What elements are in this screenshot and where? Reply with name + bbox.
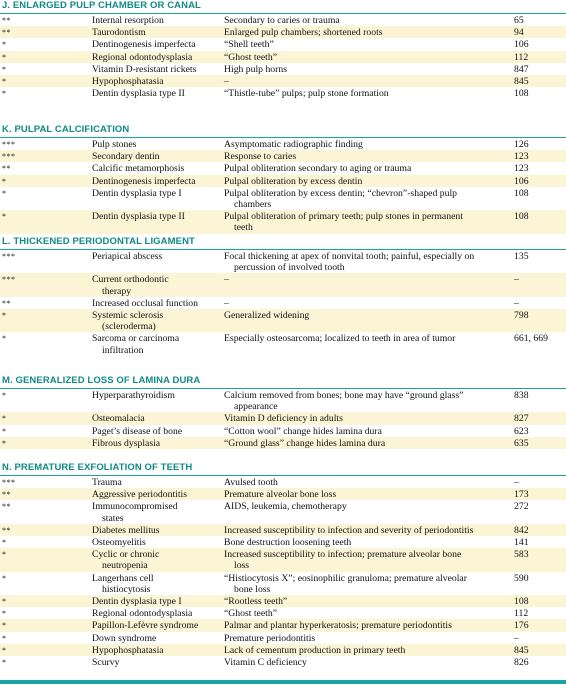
- table-row: [0, 162, 566, 174]
- description-text: “Ghost teeth”: [224, 608, 277, 620]
- description-text: Lack of cementum production in primary teeth: [224, 644, 406, 656]
- description-cell: [224, 413, 514, 424]
- frequency-stars: *: [2, 176, 7, 186]
- description-text: Vitamin C deficiency: [224, 657, 307, 669]
- description-text: chambers: [234, 199, 272, 211]
- table-row: [0, 500, 566, 523]
- page-number: 827: [514, 413, 529, 425]
- description-text: “Ghost teeth”: [224, 51, 277, 63]
- description-text: Premature alveolar bone loss: [224, 489, 337, 501]
- description-cell: [224, 573, 514, 595]
- condition-cell: [92, 274, 224, 296]
- frequency-stars: **: [2, 525, 11, 535]
- frequency-stars: ***: [2, 140, 16, 149]
- frequency-stars: **: [2, 298, 11, 308]
- section-rows: [0, 14, 566, 99]
- table-row: [0, 548, 566, 571]
- page-number: 798: [514, 310, 529, 322]
- description-cell: [224, 151, 514, 162]
- description-text: Especially osteosarcoma; localized to teeth in area of tumor: [224, 333, 456, 345]
- frequency-stars: *: [2, 52, 7, 62]
- condition-cell: [92, 426, 224, 437]
- condition-text: Current orthodontic: [92, 274, 169, 286]
- table-row: [0, 309, 566, 332]
- page-number: 826: [514, 657, 529, 669]
- description-text: –: [224, 297, 229, 309]
- page-number: 106: [514, 175, 529, 187]
- description-text: bone loss: [234, 583, 271, 595]
- page-number: 123: [514, 163, 529, 175]
- page-number: –: [514, 297, 519, 309]
- description-cell: [224, 596, 514, 607]
- description-text: Increased susceptibility to infection; premature alveolar bone: [224, 549, 462, 561]
- condition-text: infiltration: [102, 344, 144, 356]
- condition-text: Regional odontodysplasia: [92, 51, 193, 63]
- frequency-stars: *: [2, 426, 7, 436]
- page-number: 141: [514, 537, 529, 549]
- condition-cell: [92, 501, 224, 523]
- page-number: –: [514, 477, 519, 488]
- frequency-stars: *: [2, 77, 7, 87]
- frequency-stars: *: [2, 40, 7, 50]
- condition-cell: [92, 310, 224, 332]
- condition-text: Papillon-Lefèvre syndrome: [92, 620, 199, 632]
- frequency-stars: *: [2, 414, 7, 424]
- description-cell: [224, 52, 514, 63]
- condition-text: Paget’s disease of bone: [92, 425, 183, 437]
- section-rows: [0, 138, 566, 234]
- condition-cell: [92, 620, 224, 631]
- table-row: [0, 250, 566, 273]
- table-row: [0, 51, 566, 63]
- description-text: Avulsed tooth: [224, 477, 278, 488]
- description-text: –: [224, 274, 229, 286]
- condition-text: Internal resorption: [92, 15, 164, 26]
- table-row: [0, 175, 566, 187]
- page-number: –: [514, 632, 519, 644]
- condition-text: Cyclic or chronic: [92, 549, 160, 561]
- frequency-stars: *: [2, 391, 7, 400]
- condition-text: Dentin dysplasia type I: [92, 596, 182, 608]
- frequency-stars: *: [2, 89, 7, 99]
- description-text: Pulpal obliteration of primary teeth; pulp stones in permanent: [224, 211, 463, 223]
- section-title: J. ENLARGED PULP CHAMBER OR CANAL: [0, 0, 566, 14]
- table-row: [0, 595, 566, 607]
- frequency-stars: **: [2, 28, 11, 38]
- description-cell: [224, 188, 514, 210]
- condition-cell: [92, 139, 224, 150]
- frequency-stars: ***: [2, 275, 16, 285]
- description-text: Response to caries: [224, 151, 297, 163]
- description-cell: [224, 426, 514, 437]
- condition-cell: [92, 438, 224, 449]
- bottom-rule: [0, 680, 566, 684]
- frequency-stars: **: [2, 502, 11, 512]
- description-text: “Histiocytosis X”; eosinophilic granuloma; premature alveolar: [224, 572, 467, 584]
- condition-text: Osteomalacia: [92, 413, 145, 425]
- condition-cell: [92, 163, 224, 174]
- description-text: Calcium removed from bones; bone may have “ground glass”: [224, 390, 464, 401]
- description-cell: [224, 310, 514, 321]
- condition-cell: [92, 549, 224, 571]
- condition-text: Dentinogenesis imperfecta: [92, 39, 196, 51]
- page-number: 108: [514, 187, 529, 199]
- condition-cell: [92, 298, 224, 309]
- page-number: 126: [514, 139, 529, 150]
- description-cell: [224, 390, 514, 412]
- description-text: loss: [234, 560, 250, 572]
- page-number: –: [514, 274, 519, 286]
- description-text: “Ground glass” change hides lamina dura: [224, 437, 386, 449]
- page-number: 176: [514, 620, 529, 632]
- description-cell: [224, 438, 514, 449]
- description-cell: [224, 176, 514, 187]
- section-title: L. THICKENED PERIODONTAL LIGAMENT: [0, 236, 566, 250]
- section-k: [0, 124, 566, 234]
- page-number: 845: [514, 644, 529, 656]
- frequency-stars: *: [2, 334, 7, 344]
- condition-cell: [92, 413, 224, 424]
- condition-text: Langerhans cell: [92, 572, 154, 584]
- description-cell: [224, 501, 514, 512]
- description-text: appearance: [234, 401, 278, 413]
- frequency-stars: *: [2, 609, 7, 619]
- frequency-stars: ***: [2, 478, 16, 487]
- description-text: Enlarged pulp chambers; shortened roots: [224, 27, 383, 39]
- table-row: [0, 150, 566, 162]
- table-row: [0, 297, 566, 309]
- condition-text: neutropenia: [102, 560, 148, 572]
- description-text: Generalized widening: [224, 310, 310, 322]
- page-number: 847: [514, 63, 529, 75]
- condition-cell: [92, 573, 224, 595]
- description-cell: [224, 76, 514, 87]
- section-title: M. GENERALIZED LOSS OF LAMINA DURA: [0, 375, 566, 389]
- description-text: Bone destruction loosening teeth: [224, 537, 352, 549]
- description-text: “Shell teeth”: [224, 39, 274, 51]
- condition-cell: [92, 645, 224, 656]
- page-number: 108: [514, 211, 529, 223]
- table-row: [0, 632, 566, 644]
- description-cell: [224, 139, 514, 150]
- description-cell: [224, 163, 514, 174]
- table-row: [0, 656, 566, 668]
- condition-cell: [92, 537, 224, 548]
- condition-text: Trauma: [92, 477, 122, 488]
- description-text: Secondary to caries or trauma: [224, 15, 340, 26]
- frequency-stars: *: [2, 538, 7, 548]
- condition-text: Dentin dysplasia type II: [92, 88, 185, 100]
- condition-text: Vitamin D-resistant rickets: [92, 63, 197, 75]
- page-number: 842: [514, 524, 529, 536]
- description-text: teeth: [234, 222, 253, 234]
- condition-cell: [92, 251, 224, 262]
- page-number: 94: [514, 27, 524, 39]
- table-row: [0, 389, 566, 412]
- section-l: [0, 236, 566, 356]
- page-number: 845: [514, 76, 529, 88]
- condition-text: Increased occlusal function: [92, 297, 198, 309]
- condition-cell: [92, 76, 224, 87]
- condition-text: Secondary dentin: [92, 151, 160, 163]
- condition-cell: [92, 390, 224, 401]
- description-cell: [224, 489, 514, 500]
- table-row: [0, 210, 566, 233]
- table-row: [0, 26, 566, 38]
- condition-cell: [92, 477, 224, 488]
- description-text: Vitamin D deficiency in adults: [224, 413, 343, 425]
- condition-text: Hypophosphatasia: [92, 76, 164, 88]
- section-n: [0, 462, 566, 668]
- condition-text: Fibrous dysplasia: [92, 437, 161, 449]
- condition-cell: [92, 39, 224, 50]
- condition-text: Taurodontism: [92, 27, 146, 39]
- description-cell: [224, 645, 514, 656]
- description-text: Focal thickening at apex of nonvital tooth; painful, especially on: [224, 251, 475, 262]
- page-number: 106: [514, 39, 529, 51]
- condition-text: Diabetes mellitus: [92, 524, 160, 536]
- page-number: 623: [514, 425, 529, 437]
- page-number: 112: [514, 51, 529, 63]
- description-cell: [224, 211, 514, 233]
- table-row: [0, 524, 566, 536]
- description-cell: [224, 251, 514, 273]
- condition-cell: [92, 596, 224, 607]
- page-number: 272: [514, 501, 529, 513]
- table-row: [0, 75, 566, 87]
- section-m: [0, 375, 566, 449]
- page-number: 135: [514, 251, 529, 262]
- frequency-stars: *: [2, 311, 7, 321]
- condition-text: histiocytosis: [102, 583, 151, 595]
- condition-text: Down syndrome: [92, 632, 157, 644]
- description-text: “Thistle-tube” pulps; pulp stone formation: [224, 88, 389, 100]
- frequency-stars: *: [2, 633, 7, 643]
- page-number: 635: [514, 437, 529, 449]
- condition-cell: [92, 211, 224, 222]
- condition-text: Sarcoma or carcinoma: [92, 333, 180, 345]
- condition-text: Dentin dysplasia type II: [92, 211, 185, 223]
- description-cell: [224, 477, 514, 488]
- description-text: Premature periodontitis: [224, 632, 316, 644]
- condition-cell: [92, 188, 224, 199]
- condition-cell: [92, 64, 224, 75]
- description-cell: [224, 657, 514, 668]
- table-row: [0, 437, 566, 449]
- table-row: [0, 87, 566, 99]
- description-cell: [224, 274, 514, 285]
- description-cell: [224, 620, 514, 631]
- description-cell: [224, 333, 514, 344]
- section-j: [0, 0, 566, 99]
- condition-text: Calcific metamorphosis: [92, 163, 185, 175]
- description-cell: [224, 537, 514, 548]
- condition-text: Hypophosphatasia: [92, 644, 164, 656]
- frequency-stars: *: [2, 438, 7, 448]
- condition-cell: [92, 176, 224, 187]
- description-cell: [224, 608, 514, 619]
- description-text: AIDS, leukemia, chemotherapy: [224, 501, 347, 513]
- table-row: [0, 138, 566, 150]
- frequency-stars: *: [2, 550, 7, 560]
- description-text: “Cotton wool” change hides lamina dura: [224, 425, 382, 437]
- page-number: 108: [514, 596, 529, 608]
- description-cell: [224, 15, 514, 26]
- description-text: High pulp horns: [224, 63, 287, 75]
- description-text: Pulpal obliteration by excess dentin: [224, 175, 363, 187]
- description-text: percussion of involved tooth: [234, 262, 345, 274]
- condition-text: Systemic sclerosis: [92, 310, 164, 322]
- description-cell: [224, 298, 514, 309]
- condition-text: Immunocompromised: [92, 501, 178, 513]
- frequency-stars: *: [2, 573, 7, 583]
- frequency-stars: *: [2, 597, 7, 607]
- table-row: [0, 38, 566, 50]
- condition-cell: [92, 52, 224, 63]
- page-number: 583: [514, 549, 529, 561]
- table-row: [0, 476, 566, 488]
- description-text: Palmar and plantar hyperkeratosis; premature periodontitis: [224, 620, 452, 632]
- frequency-stars: ***: [2, 152, 16, 162]
- condition-cell: [92, 608, 224, 619]
- section-rows: [0, 476, 566, 668]
- frequency-stars: *: [2, 64, 7, 74]
- condition-cell: [92, 525, 224, 536]
- frequency-stars: **: [2, 164, 11, 174]
- frequency-stars: *: [2, 188, 7, 198]
- table-row: [0, 14, 566, 26]
- page-number: 65: [514, 15, 524, 26]
- description-text: Increased susceptibility to infection and severity of periodontitis: [224, 524, 474, 536]
- condition-text: Dentin dysplasia type I: [92, 187, 182, 199]
- table-row: [0, 536, 566, 548]
- table-row: [0, 273, 566, 296]
- frequency-stars: *: [2, 212, 7, 222]
- description-cell: [224, 633, 514, 644]
- condition-text: states: [102, 512, 124, 524]
- condition-text: Regional odontodysplasia: [92, 608, 193, 620]
- table-row: [0, 644, 566, 656]
- frequency-stars: **: [2, 16, 11, 25]
- table-row: [0, 332, 566, 355]
- section-title: K. PULPAL CALCIFICATION: [0, 124, 566, 138]
- condition-text: (scleroderma): [102, 321, 156, 333]
- condition-text: Periapical abscess: [92, 251, 163, 262]
- frequency-stars: *: [2, 658, 7, 668]
- description-text: Asymptomatic radiographic finding: [224, 139, 363, 150]
- table-row: [0, 425, 566, 437]
- condition-cell: [92, 633, 224, 644]
- section-rows: [0, 250, 566, 356]
- description-cell: [224, 27, 514, 38]
- table-row: [0, 63, 566, 75]
- table-row: [0, 607, 566, 619]
- frequency-stars: *: [2, 645, 7, 655]
- condition-cell: [92, 15, 224, 26]
- page-number: 123: [514, 151, 529, 163]
- section-rows: [0, 389, 566, 449]
- page-number: 838: [514, 390, 529, 401]
- condition-text: Aggressive periodontitis: [92, 489, 187, 501]
- description-cell: [224, 64, 514, 75]
- condition-cell: [92, 27, 224, 38]
- page-number: 590: [514, 572, 529, 584]
- condition-text: Osteomyelitis: [92, 537, 146, 549]
- page-number: 112: [514, 608, 529, 620]
- description-cell: [224, 549, 514, 571]
- condition-text: therapy: [102, 285, 132, 297]
- frequency-stars: ***: [2, 252, 16, 261]
- description-cell: [224, 525, 514, 536]
- description-text: “Rootless teeth”: [224, 596, 288, 608]
- description-text: –: [224, 76, 229, 88]
- condition-cell: [92, 333, 224, 355]
- description-cell: [224, 39, 514, 50]
- table-row: [0, 619, 566, 631]
- condition-cell: [92, 151, 224, 162]
- table-row: [0, 488, 566, 500]
- frequency-stars: *: [2, 621, 7, 631]
- frequency-stars: **: [2, 490, 11, 500]
- condition-text: Pulp stones: [92, 139, 137, 150]
- description-text: Pulpal obliteration by excess dentin; “chevron”-shaped pulp: [224, 187, 457, 199]
- condition-text: Hyperparathyroidism: [92, 390, 175, 401]
- page-number: 108: [514, 88, 529, 100]
- description-text: Pulpal obliteration secondary to aging or trauma: [224, 163, 412, 175]
- condition-text: Dentinogenesis imperfecta: [92, 175, 196, 187]
- table-row: [0, 572, 566, 595]
- description-cell: [224, 88, 514, 99]
- section-title: N. PREMATURE EXFOLIATION OF TEETH: [0, 462, 566, 476]
- condition-cell: [92, 88, 224, 99]
- condition-text: Scurvy: [92, 657, 120, 669]
- table-row: [0, 187, 566, 210]
- page-number: 661, 669: [514, 333, 548, 345]
- page-number: 173: [514, 489, 529, 501]
- condition-cell: [92, 657, 224, 668]
- table-row: [0, 412, 566, 424]
- condition-cell: [92, 489, 224, 500]
